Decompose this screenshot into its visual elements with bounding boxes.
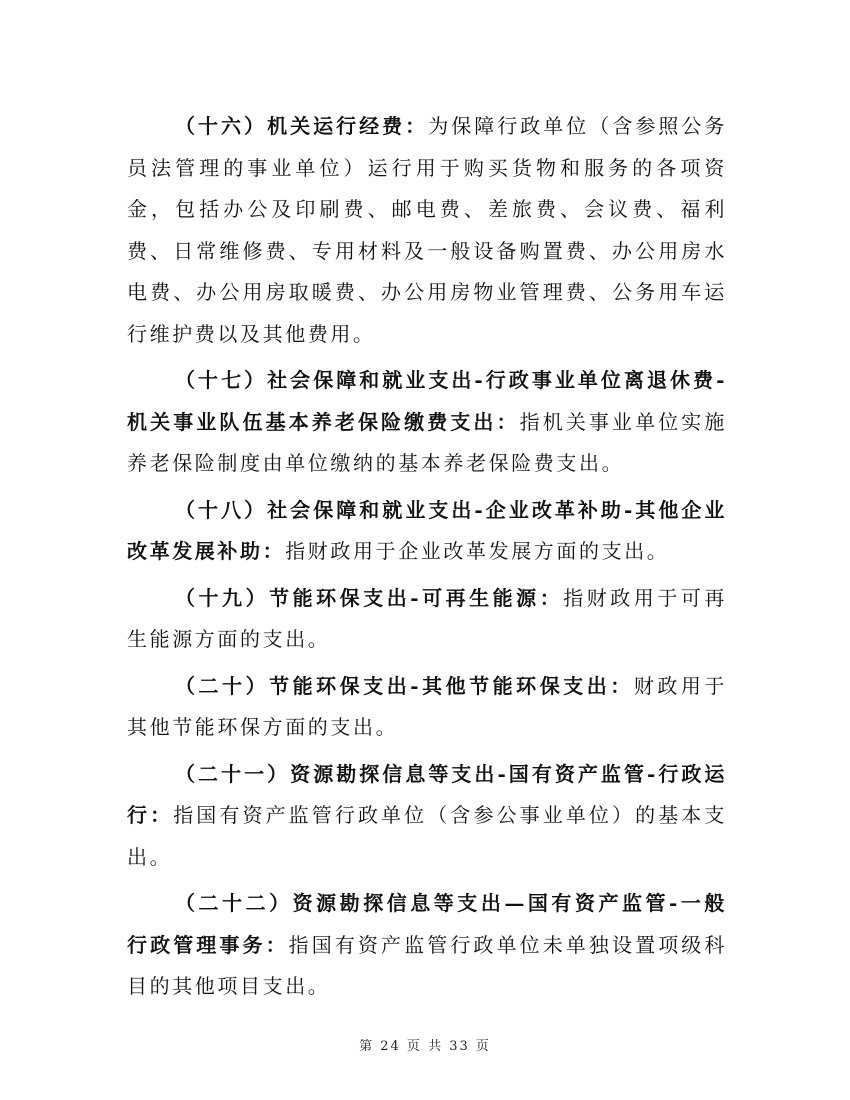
paragraph-17 <box>127 360 727 485</box>
page-number-footer: 第 24 页 共 33 页 <box>359 1039 491 1054</box>
paragraph-text: 指财政用于可再生能源方面的支出。 <box>127 585 727 651</box>
paragraph-term: （十六）机关运行经费： <box>175 114 429 138</box>
paragraph-21 <box>127 754 727 879</box>
paragraph-term: （二十一）资源勘探信息等支出-国有资产监管-行政运行： <box>127 761 727 827</box>
paragraph-19 <box>127 578 727 661</box>
paragraph-text: 指机关事业单位实施养老保险制度由单位缴纳的基本养老保险费支出。 <box>127 409 728 475</box>
paragraph-20 <box>127 666 727 749</box>
paragraph-18 <box>127 490 727 573</box>
paragraph-term: （十八）社会保障和就业支出-企业改革补助-其他企业改革发展补助： <box>127 497 727 563</box>
paragraph-text: 指财政用于企业改革发展方面的支出。 <box>285 539 670 563</box>
paragraph-term: （十七）社会保障和就业支出-行政事业单位离退休费-机关事业队伍基本养老保险缴费支出： <box>127 368 727 434</box>
paragraph-text: 指国有资产监管行政单位（含参公事业单位）的基本支出。 <box>127 803 728 869</box>
paragraph-16 <box>127 106 727 355</box>
paragraph-term: （二十二）资源勘探信息等支出—国有资产监管-一般行政管理事务： <box>127 891 727 957</box>
paragraph-text: 为保障行政单位（含参照公务员法管理的事业单位）运行用于购买货物和服务的各项资金，包括办公及印刷费、邮电费、差旅费、会议费、福利费、日常维修费、专用材料及一般设备购置费、办公用房水电费、办公用房取暖费、办公用房物业管理费、公务用车运行维护费以及其他费用。 <box>127 114 727 346</box>
paragraph-text: 指国有资产监管行政单位未单独设置项级科目的其他项目支出。 <box>127 932 727 998</box>
page-body <box>127 106 727 1013</box>
paragraph-term: （十九）节能环保支出-可再生能源： <box>175 585 564 610</box>
paragraph-22 <box>127 883 727 1008</box>
paragraph-term: （二十）节能环保支出-其他节能环保支出： <box>175 673 634 698</box>
paragraph-text: 财政用于其他节能环保方面的支出。 <box>127 673 727 739</box>
